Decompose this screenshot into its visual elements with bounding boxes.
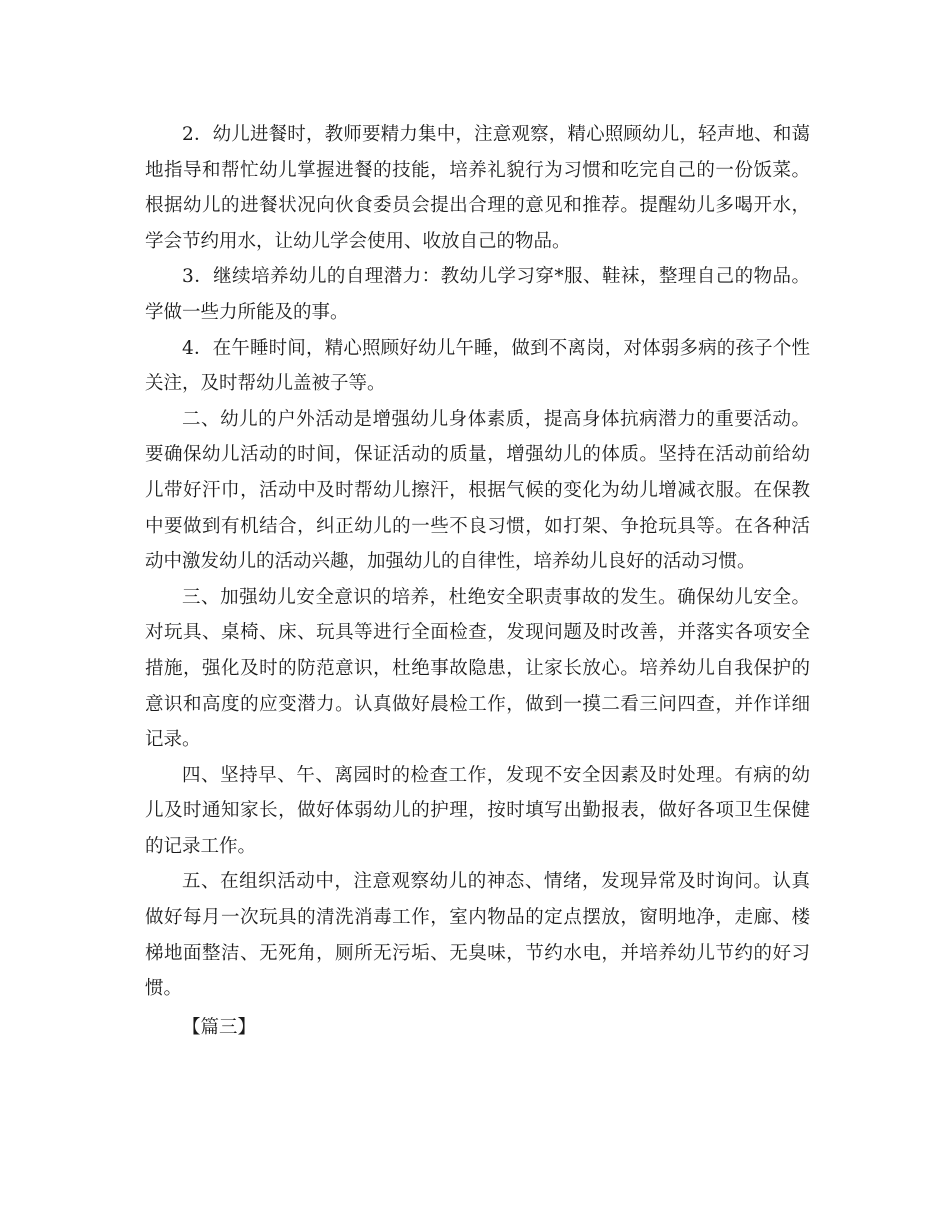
paragraph-safety-awareness: 三、加强幼儿安全意识的培养，杜绝安全职责事故的发生。确保幼儿安全。对玩具、桌椅、床、玩具等进行全面检查，发现问题及时改善，并落实各项安全措施，强化及时的防范意识，杜绝事故隐患，让家长放心。培养幼儿自我保护的意识和高度的应变潜力。认真做好晨检工作，做到一摸二看三问四查，并作详细记录。 <box>145 586 810 751</box>
document-body <box>145 117 810 1045</box>
paragraph-outdoor-activity: 二、幼儿的户外活动是增强幼儿身体素质，提高身体抗病潜力的重要活动。要确保幼儿活动的时间，保证活动的质量，增强幼儿的体质。坚持在活动前给幼儿带好汗巾，活动中及时帮幼儿擦汗，根据气候的变化为幼儿增减衣服。在保教中要做到有机结合，纠正幼儿的一些不良习惯，如打架、争抢玩具等。在各种活动中激发幼儿的活动兴趣，加强幼儿的自律性，培养幼儿良好的活动习惯。 <box>145 408 810 573</box>
paragraph-inspection-work: 四、坚持早、午、离园时的检查工作，发现不安全因素及时处理。有病的幼儿及时通知家长，做好体弱幼儿的护理，按时填写出勤报表，做好各项卫生保健的记录工作。 <box>145 764 810 857</box>
section-heading: 【篇三】 <box>182 1016 257 1038</box>
paragraph-nap-time: 4．在午睡时间，精心照顾好幼儿午睡，做到不离岗，对体弱多病的孩子个性关注，及时帮幼儿盖被子等。 <box>145 337 810 395</box>
paragraph-meal-guidance: 2．幼儿进餐时，教师要精力集中，注意观察，精心照顾幼儿，轻声地、和蔼地指导和帮忙幼儿掌握进餐的技能，培养礼貌行为习惯和吃完自己的一份饭菜。根据幼儿的进餐状况向伙食委员会提出合理的意见和推荐。提醒幼儿多喝开水，学会节约用水，让幼儿学会使用、收放自己的物品。 <box>145 124 810 252</box>
paragraph-self-care: 3．继续培养幼儿的自理潜力：教幼儿学习穿*服、鞋袜，整理自己的物品。学做一些力所能及的事。 <box>145 266 810 323</box>
paragraph-hygiene-work: 五、在组织活动中，注意观察幼儿的神态、情绪，发现异常及时询问。认真做好每月一次玩具的清洗消毒工作，室内物品的定点摆放，窗明地净，走廊、楼梯地面整洁、无死角，厕所无污垢、无臭味，节约水电，并培养幼儿节约的好习惯。 <box>145 871 810 1000</box>
